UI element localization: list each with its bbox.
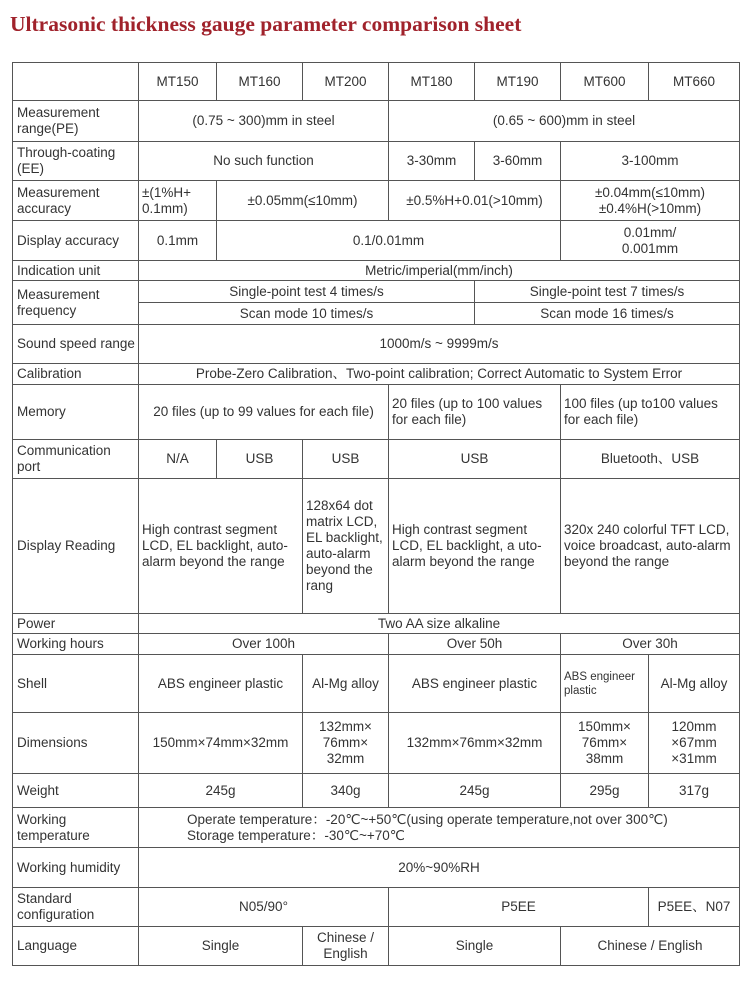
model-header-mt660: MT660 [649,63,740,101]
cell-value: 128x64 dot matrix LCD, EL backlight, auto-alarm beyond the rang [303,479,389,614]
row-language [13,927,740,966]
row-label: Communication port [13,440,139,479]
cell-value: (0.75 ~ 300)mm in steel [139,101,389,142]
cell-value: 100 files (up to100 values for each file) [561,385,740,440]
cell-value: ABS engineer plastic [389,655,561,713]
row-label: Display accuracy [13,221,139,261]
row-label: Weight [13,774,139,808]
cell-value: 245g [139,774,303,808]
row-label: Calibration [13,364,139,385]
cell-value: Chinese / English [561,927,740,966]
cell-value: 0.1/0.01mm [217,221,561,261]
cell-value: 3-60mm [475,142,561,181]
row-dimensions [13,713,740,774]
row-label: Display Reading [13,479,139,614]
row-label: Standard configuration [13,888,139,927]
cell-value: 340g [303,774,389,808]
row-through-coating [13,142,740,181]
cell-value [561,181,740,221]
row-power [13,614,740,634]
cell-value: Over 100h [139,634,389,655]
header-row [13,63,740,101]
row-display-reading [13,479,740,614]
cell-value: No such function [139,142,389,181]
cell-value: 150mm×74mm×32mm [139,713,303,774]
cell-value: 3-100mm [561,142,740,181]
cell-value: 20%~90%RH [139,848,740,888]
model-header-mt600: MT600 [561,63,649,101]
cell-value: 3-30mm [389,142,475,181]
row-label: Working temperature [13,808,139,848]
comparison-table [12,62,740,966]
cell-value: High contrast segment LCD, EL backlight, a uto-alarm beyond the range [389,479,561,614]
cell-value: Two AA size alkaline [139,614,740,634]
model-header-mt160: MT160 [217,63,303,101]
cell-value: N/A [139,440,217,479]
cell-value: USB [303,440,389,479]
cell-value: Metric/imperial(mm/inch) [139,261,740,281]
cell-value: Single [389,927,561,966]
cell-value: Scan mode 10 times/s [139,303,475,325]
cell-value: 120mm ×67mm ×31mm [649,713,740,774]
row-working-hours [13,634,740,655]
value-line: 0.001mm [621,240,679,256]
row-shell [13,655,740,713]
cell-value: 20 files (up to 99 values for each file) [139,385,389,440]
row-measurement-frequency [13,281,740,303]
cell-value: Scan mode 16 times/s [475,303,740,325]
cell-value: 132mm× 76mm× 32mm [303,713,389,774]
cell-value [561,221,740,261]
cell-value: P5EE [389,888,649,927]
cell-value: Probe-Zero Calibration、Two-point calibration; Correct Automatic to System Error [139,364,740,385]
cell-value: 150mm× 76mm× 38mm [561,713,649,774]
cell-value: ABS engineer plastic [561,655,649,713]
row-label: Through-coating (EE) [13,142,139,181]
cell-value: Chinese / English [303,927,389,966]
cell-value: Single [139,927,303,966]
cell-value: ±(1%H+ 0.1mm) [139,181,217,221]
row-calibration [13,364,740,385]
row-sound-speed [13,325,740,364]
cell-value: Bluetooth、USB [561,440,740,479]
cell-value: 132mm×76mm×32mm [389,713,561,774]
model-header-mt190: MT190 [475,63,561,101]
row-label: Measurement frequency [13,281,139,325]
row-standard-configuration [13,888,740,927]
model-header-mt180: MT180 [389,63,475,101]
row-weight [13,774,740,808]
row-label: Measurement accuracy [13,181,139,221]
row-label: Working hours [13,634,139,655]
row-label: Working humidity [13,848,139,888]
row-label: Power [13,614,139,634]
cell-value: 0.1mm [139,221,217,261]
row-working-temperature [13,808,740,848]
storage-temperature: Storage temperature：-30℃~+70℃ [187,827,405,843]
page-title: Ultrasonic thickness gauge parameter comparison sheet [10,12,522,36]
cell-value: Single-point test 7 times/s [475,281,740,303]
row-label: Language [13,927,139,966]
row-label: Dimensions [13,713,139,774]
cell-value: ±0.5%H+0.01(>10mm) [389,181,561,221]
cell-value: High contrast segment LCD, EL backlight, auto-alarm beyond the range [139,479,303,614]
cell-value: ABS engineer plastic [139,655,303,713]
cell-value: (0.65 ~ 600)mm in steel [389,101,740,142]
row-label: Shell [13,655,139,713]
row-measurement-accuracy [13,181,740,221]
cell-value: ±0.05mm(≤10mm) [217,181,389,221]
value-line: 0.01mm/ [623,224,677,240]
header-corner-cell [13,63,139,101]
row-label: Memory [13,385,139,440]
cell-value: Al-Mg alloy [303,655,389,713]
row-label: Measurement range(PE) [13,101,139,142]
value-line: ±0.04mm(≤10mm) [594,184,706,200]
row-label: Sound speed range [13,325,139,364]
cell-value: USB [389,440,561,479]
cell-value [139,808,740,848]
row-measurement-range [13,101,740,142]
cell-value: 295g [561,774,649,808]
cell-value: 1000m/s ~ 9999m/s [139,325,740,364]
cell-value: Over 50h [389,634,561,655]
value-line: ±0.4%H(>10mm) [598,200,702,216]
cell-value: Al-Mg alloy [649,655,740,713]
operate-temperature: Operate temperature：-20℃~+50℃(using operate temperature,not over 300℃) [187,811,668,827]
row-memory [13,385,740,440]
cell-value: P5EE、N07 [649,888,740,927]
row-indication-unit [13,261,740,281]
model-header-mt200: MT200 [303,63,389,101]
cell-value: N05/90° [139,888,389,927]
row-display-accuracy [13,221,740,261]
row-communication-port [13,440,740,479]
model-header-mt150: MT150 [139,63,217,101]
cell-value: 320x 240 colorful TFT LCD, voice broadcast, auto-alarm beyond the range [561,479,740,614]
cell-value: USB [217,440,303,479]
cell-value: Over 30h [561,634,740,655]
row-label: Indication unit [13,261,139,281]
row-working-humidity [13,848,740,888]
cell-value: Single-point test 4 times/s [139,281,475,303]
cell-value: 20 files (up to 100 values for each file) [389,385,561,440]
cell-value: 317g [649,774,740,808]
cell-value: 245g [389,774,561,808]
